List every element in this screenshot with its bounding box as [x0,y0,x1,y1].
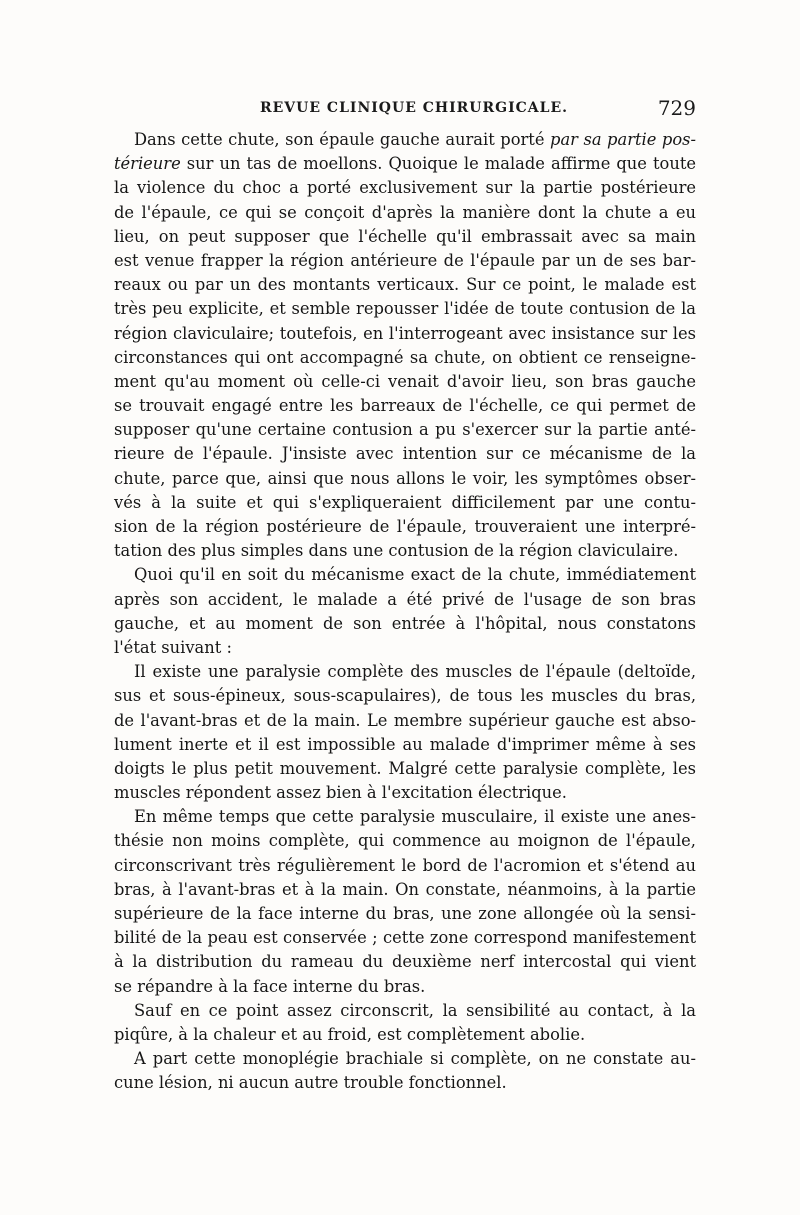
text-segment: muscles répondent assez bien à l'excitation électrique. [114,783,567,803]
text-segment: région claviculaire; toutefois, en l'interrogeant avec insistance sur les [114,323,696,343]
body-text [114,128,696,1096]
page-header [114,98,696,124]
text-segment: l'état suivant : [114,637,232,657]
text-line [114,515,696,539]
text-segment: très peu explicite, et semble repousser l'idée de toute contusion de la [114,299,696,319]
text-segment: sur un tas de moellons. Quoique le malade affirme que toute [180,154,696,174]
text-line [114,370,696,394]
text-line [114,201,696,225]
text-segment: tation des plus simples dans une contusion de la région claviculaire. [114,541,679,561]
text-line [114,273,696,297]
text-segment: de l'épaule, ce qui se conçoit d'après la manière dont la chute a eu [114,202,696,222]
text-segment: En même temps que cette paralysie musculaire, il existe une anes- [134,807,696,827]
text-line [114,975,696,999]
text-line [114,128,696,152]
text-line [114,902,696,926]
text-segment: par sa partie pos- [550,130,696,149]
running-head: REVUE CLINIQUE CHIRURGICALE. [260,100,569,116]
text-line [114,660,696,684]
text-segment: circonstances qui ont accompagné sa chute, on obtient ce renseigne- [114,347,696,367]
text-segment: la violence du choc a porté exclusivement sur la partie postérieure [114,178,696,198]
text-segment: cune lésion, ni aucun autre trouble fonctionnel. [114,1073,507,1093]
text-line [114,418,696,442]
text-line [114,467,696,491]
text-line [114,805,696,829]
text-segment: reaux ou par un des montants verticaux. Sur ce point, le malade est [114,275,696,295]
text-line [114,733,696,757]
text-segment: bras, à l'avant-bras et à la main. On constate, néanmoins, à la partie [114,879,696,899]
text-segment: Dans cette chute, son épaule gauche aurait porté [134,130,551,149]
text-segment: sion de la région postérieure de l'épaule, trouveraient une interpré- [114,517,696,536]
text-segment: lieu, on peut supposer que l'échelle qu'il embrassait avec sa main [114,226,696,246]
text-segment: est venue frapper la région antérieure de l'épaule par un de ses bar- [114,250,696,270]
text-line [114,176,696,200]
text-line [114,346,696,370]
text-line [114,709,696,733]
text-segment: circonscrivant très régulièrement le bord de l'acromion et s'étend au [114,855,696,875]
text-segment: A part cette monoplégie brachiale si complète, on ne constate au- [134,1049,696,1069]
text-line [114,1071,696,1095]
text-line [114,588,696,612]
text-segment: chute, parce que, ainsi que nous allons le voir, les symptômes obser- [114,468,696,488]
text-line [114,781,696,805]
text-line [114,539,696,563]
text-segment: à la distribution du rameau du deuxième nerf intercostal qui vient [114,952,696,972]
text-segment: supposer qu'une certaine contusion a pu s'exercer sur la partie anté- [114,420,696,440]
text-line [114,563,696,587]
text-line [114,926,696,950]
text-line [114,636,696,660]
text-line [114,152,696,176]
text-segment: de l'avant-bras et de la main. Le membre supérieur gauche est abso- [114,710,696,730]
text-segment: lument inerte et il est impossible au malade d'imprimer même à ses [114,734,696,754]
text-segment: piqûre, à la chaleur et au froid, est complètement abolie. [114,1024,586,1044]
text-line [114,829,696,853]
text-line [114,854,696,878]
text-line [114,225,696,249]
text-line [114,442,696,466]
text-segment: supérieure de la face interne du bras, une zone allongée où la sensi- [114,904,696,923]
text-line [114,1023,696,1047]
text-segment: sus et sous-épineux, sous-scapulaires), de tous les muscles du bras, [114,686,696,706]
text-segment: bilité de la peau est conservée ; cette zone correspond manifestement [114,928,696,948]
text-line [114,1047,696,1071]
text-segment: gauche, et au moment de son entrée à l'hôpital, nous constatons [114,613,696,633]
text-segment: thésie non moins complète, qui commence au moignon de l'épaule, [114,831,696,851]
text-segment: rieure de l'épaule. J'insiste avec intention sur ce mécanisme de la [114,444,696,464]
text-line [114,491,696,515]
text-segment: se trouvait engagé entre les barreaux de l'échelle, ce qui permet de [114,396,696,416]
text-line [114,612,696,636]
text-segment: doigts le plus petit mouvement. Malgré cette paralysie complète, les [114,758,696,778]
text-line [114,757,696,781]
text-line [114,322,696,346]
text-segment: vés à la suite et qui s'expliqueraient difficilement par une contu- [114,492,696,512]
text-segment: Sauf en ce point assez circonscrit, la sensibilité au contact, à la [134,1000,696,1020]
text-line [114,394,696,418]
text-segment: Quoi qu'il en soit du mécanisme exact de la chute, immédiatement [134,565,696,585]
text-line [114,684,696,708]
text-segment: ment qu'au moment où celle-ci venait d'avoir lieu, son bras gauche [114,371,696,391]
text-line [114,950,696,974]
page-number: 729 [657,96,696,120]
text-line [114,249,696,273]
text-segment: Il existe une paralysie complète des muscles de l'épaule (deltoïde, [134,662,696,682]
text-segment: se répandre à la face interne du bras. [114,976,426,996]
text-line [114,999,696,1023]
text-line [114,878,696,902]
text-line [114,297,696,321]
text-segment: térieure [114,154,181,174]
text-segment: après son accident, le malade a été privé de l'usage de son bras [114,589,696,609]
